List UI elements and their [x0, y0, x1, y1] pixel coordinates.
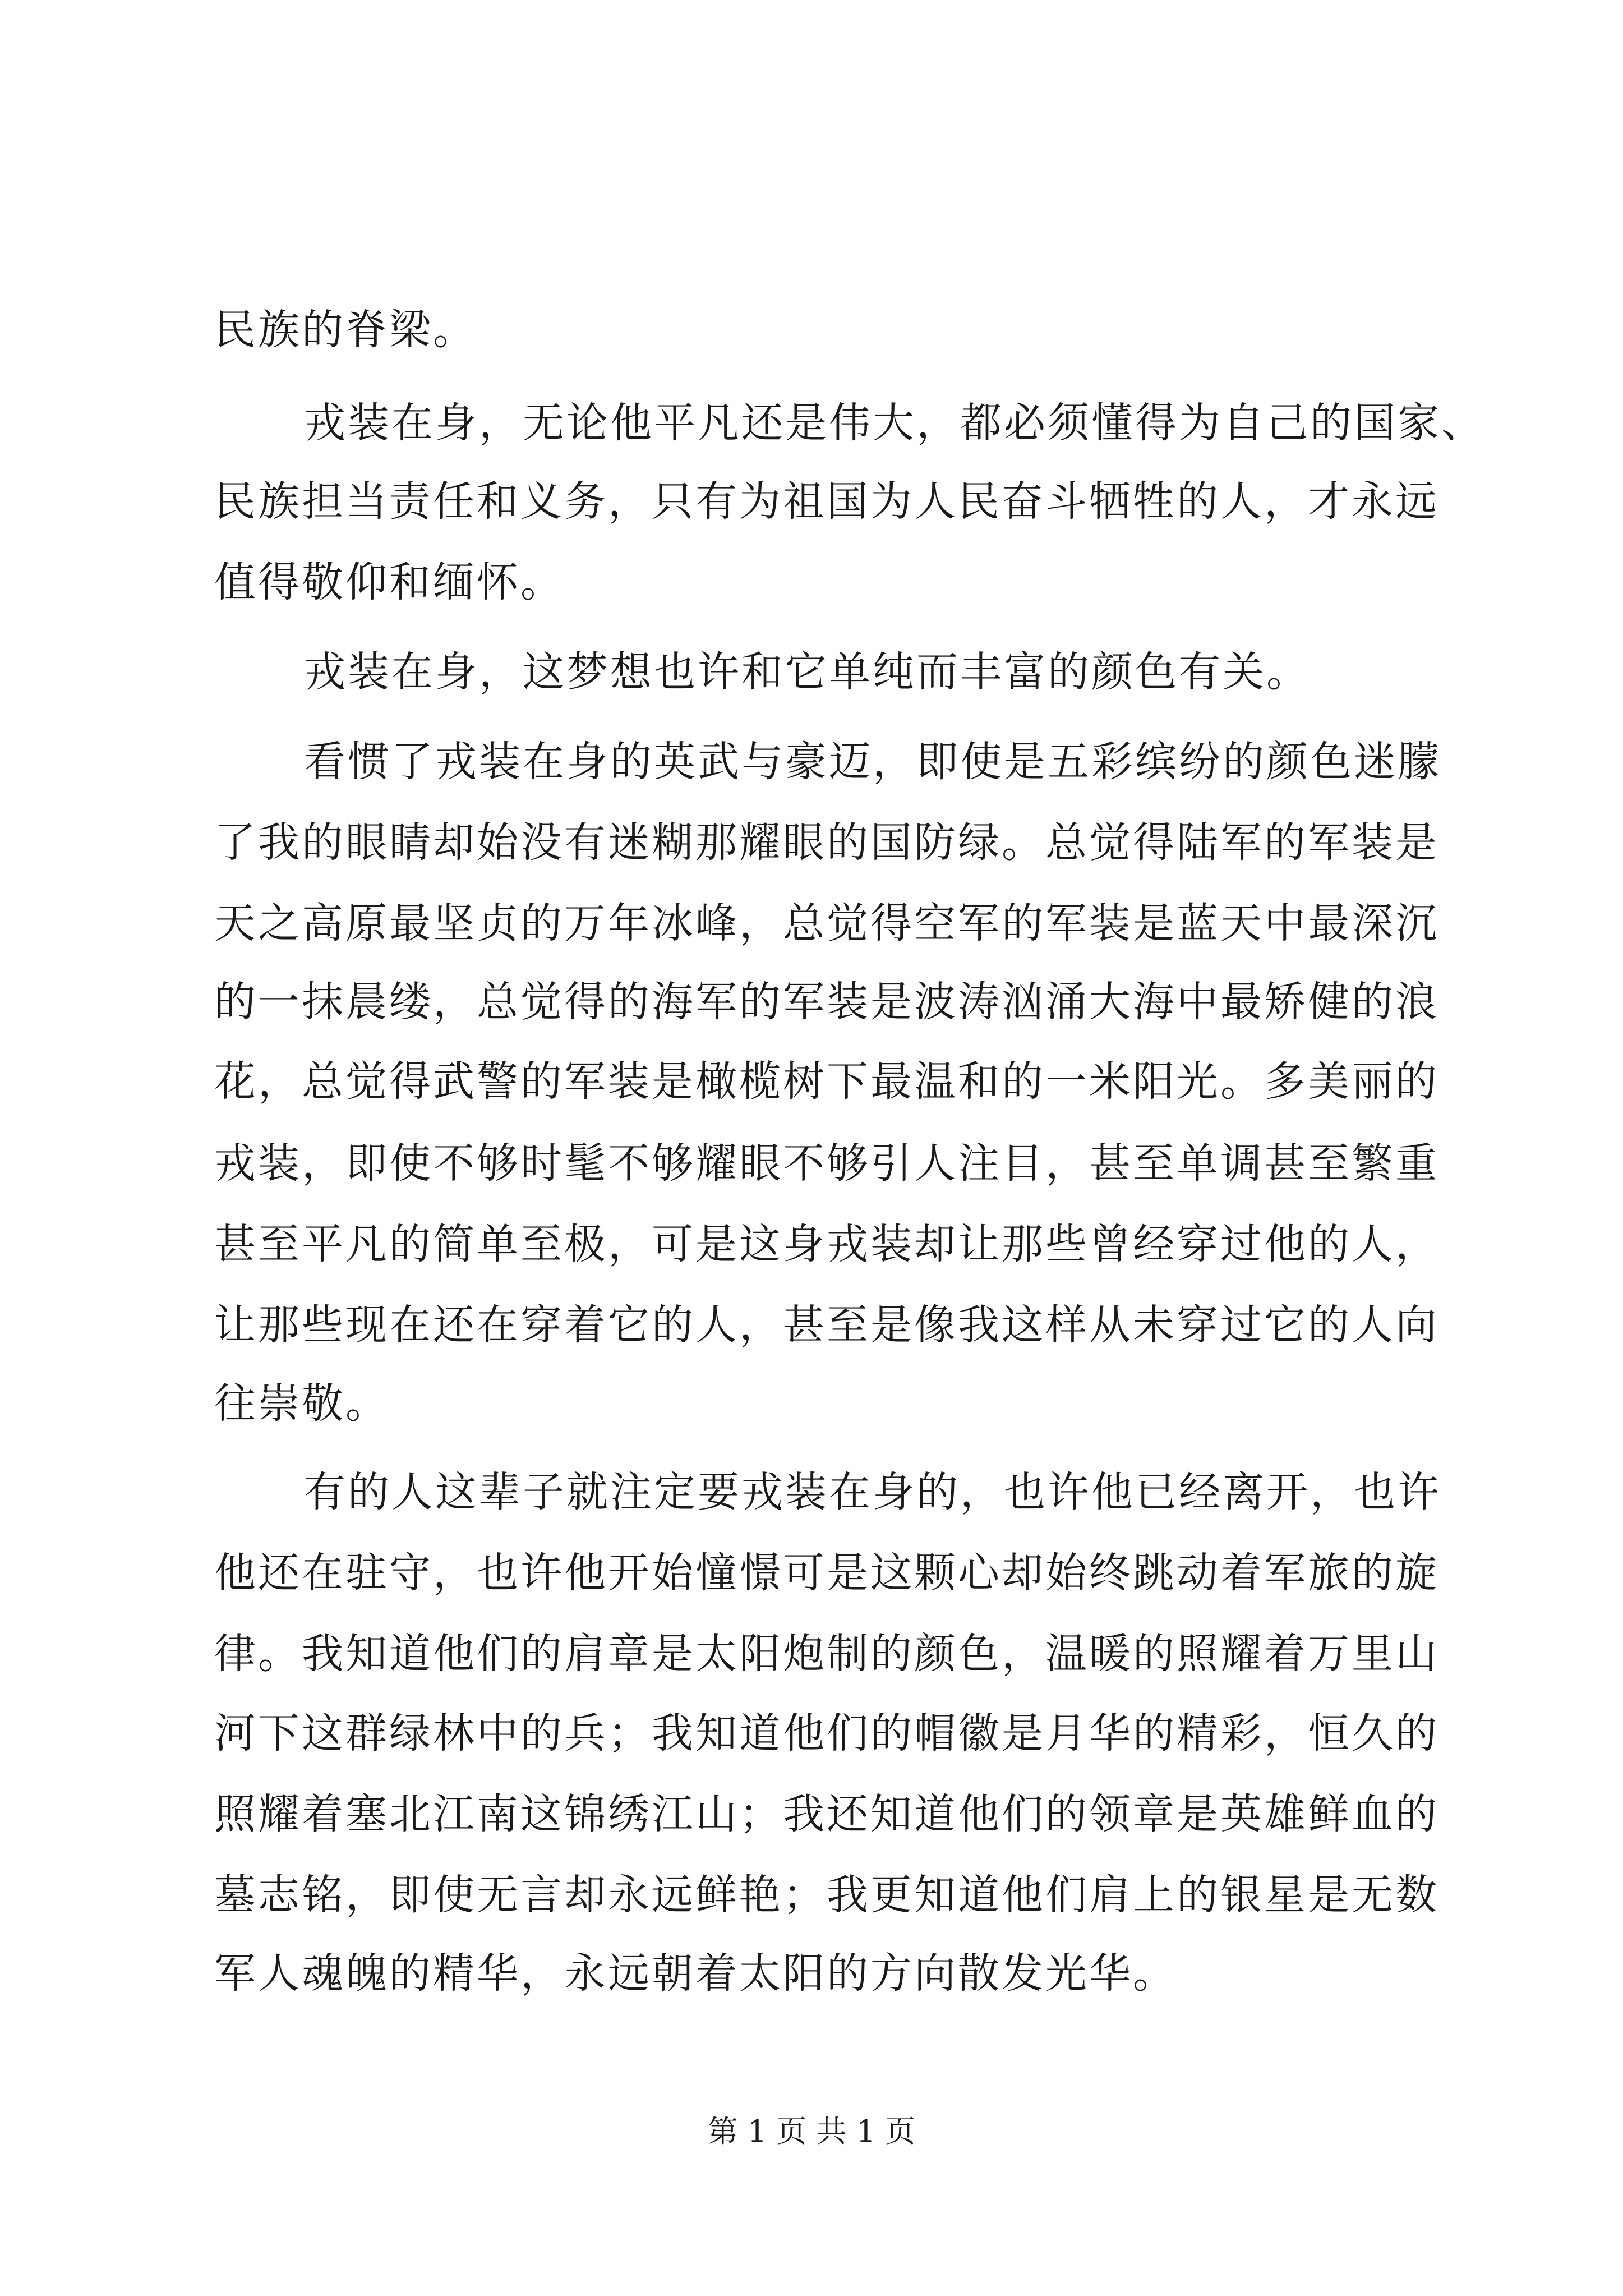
paragraph-line: 让那些现在还在穿着它的人，甚至是像我这样从未穿过它的人向 [214, 1301, 1439, 1349]
paragraph-line: 了我的眼睛却始没有迷糊那耀眼的国防绿。总觉得陆军的军装是 [214, 818, 1439, 867]
paragraph-line: 民族担当责任和义务，只有为祖国为人民奋斗牺牲的人，才永远 [214, 477, 1439, 526]
paragraph-line: 军人魂魄的精华，永远朝着太阳的方向散发光华。 [214, 1949, 1177, 1998]
paragraph-line: 花，总觉得武警的军装是橄榄树下最温和的一米阳光。多美丽的 [214, 1057, 1439, 1106]
paragraph-line: 有的人这辈子就注定要戎装在身的，也许他已经离开，也许 [304, 1468, 1441, 1516]
paragraph-line: 戎装在身，这梦想也许和它单纯而丰富的颜色有关。 [304, 648, 1310, 696]
paragraph-line: 墓志铭，即使无言却永远鲜艳；我更知道他们肩上的银星是无数 [214, 1871, 1439, 1919]
paragraph-line: 律。我知道他们的肩章是太阳炮制的颜色，温暖的照耀着万里山 [214, 1630, 1439, 1678]
paragraph-line: 往崇敬。 [214, 1379, 389, 1428]
paragraph-line: 戎装在身，无论他平凡还是伟大，都必须懂得为自己的国家、 [304, 399, 1485, 447]
paragraph-line: 看惯了戎装在身的英武与豪迈，即使是五彩缤纷的颜色迷朦 [304, 738, 1441, 786]
paragraph-line: 他还在驻守，也许他开始憧憬可是这颗心却始终跳动着军旅的旋 [214, 1549, 1439, 1597]
paragraph-line: 甚至平凡的简单至极，可是这身戎装却让那些曾经穿过他的人， [214, 1220, 1439, 1268]
paragraph-line: 民族的脊梁。 [214, 306, 477, 354]
paragraph-line: 天之高原最坚贞的万年冰峰，总觉得空军的军装是蓝天中最深沉 [214, 899, 1439, 947]
paragraph-line: 值得敬仰和缅怀。 [214, 558, 564, 606]
paragraph-line: 照耀着塞北江南这锦绣江山；我还知道他们的领章是英雄鲜血的 [214, 1790, 1439, 1838]
paragraph-line: 的一抹晨缕，总觉得的海军的军装是波涛汹涌大海中最矫健的浪 [214, 978, 1439, 1026]
paragraph-line: 戎装，即使不够时髦不够耀眼不够引人注目，甚至单调甚至繁重 [214, 1139, 1439, 1188]
paragraph-line: 河下这群绿林中的兵；我知道他们的帽徽是月华的精彩，恒久的 [214, 1709, 1439, 1757]
page-footer: 第 1 页 共 1 页 [707, 2114, 916, 2149]
